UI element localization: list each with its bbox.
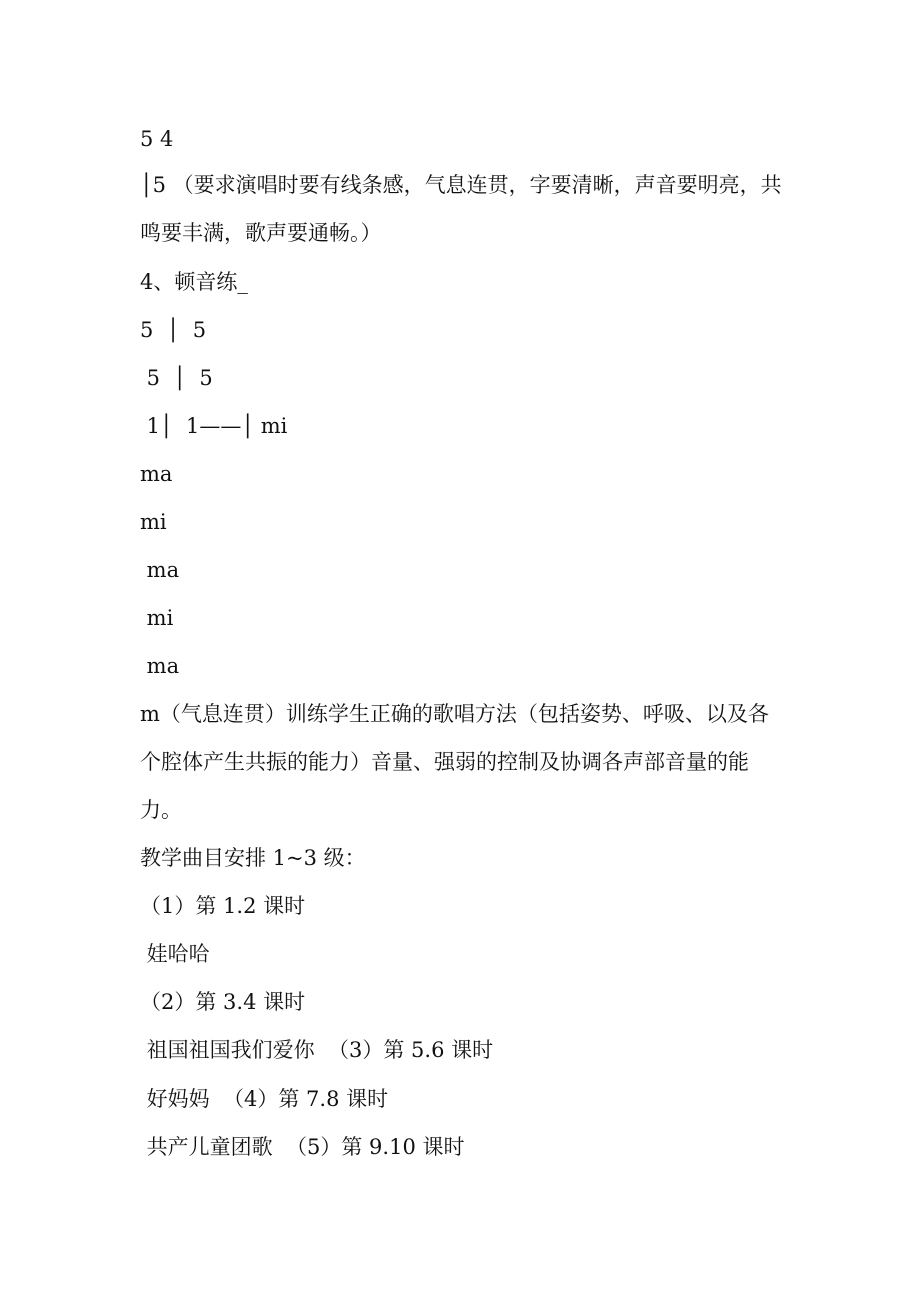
- syllable-line: ma: [140, 558, 180, 582]
- lesson-line: 共产儿童团歌 （5）第 9.10 课时: [140, 1135, 465, 1159]
- song-title: 娃哈哈: [140, 942, 210, 966]
- syllable-line: ma: [140, 462, 173, 486]
- text-line: 5 4: [140, 127, 174, 151]
- section-heading: 教学曲目安排 1~3 级：: [140, 846, 366, 870]
- notation-line: 5 │ 5: [140, 318, 207, 342]
- notation-line: 5 │ 5: [140, 366, 213, 390]
- notation-line: 1│ 1——│ mi: [140, 414, 288, 438]
- lesson-line: 祖国祖国我们爱你 （3）第 5.6 课时: [140, 1038, 494, 1062]
- syllable-line: mi: [140, 606, 174, 630]
- lesson-line: 好妈妈 （4）第 7.8 课时: [140, 1087, 389, 1111]
- syllable-line: ma: [140, 654, 180, 678]
- section-heading: 4、顿音练_: [140, 270, 248, 294]
- text-paragraph: m（气息连贯）训练学生正确的歌唱方法（包括姿势、呼吸、以及各个腔体产生共振的能力）音量、强弱的控制及协调各声部音量的能力。: [140, 702, 769, 822]
- lesson-line: （1）第 1.2 课时: [140, 894, 306, 918]
- lesson-line: （2）第 3.4 课时: [140, 990, 306, 1014]
- text-paragraph: │5 （要求演唱时要有线条感，气息连贯，字要清晰，声音要明亮，共鸣要丰满，歌声要通畅。）: [140, 173, 782, 245]
- syllable-line: mi: [140, 510, 167, 534]
